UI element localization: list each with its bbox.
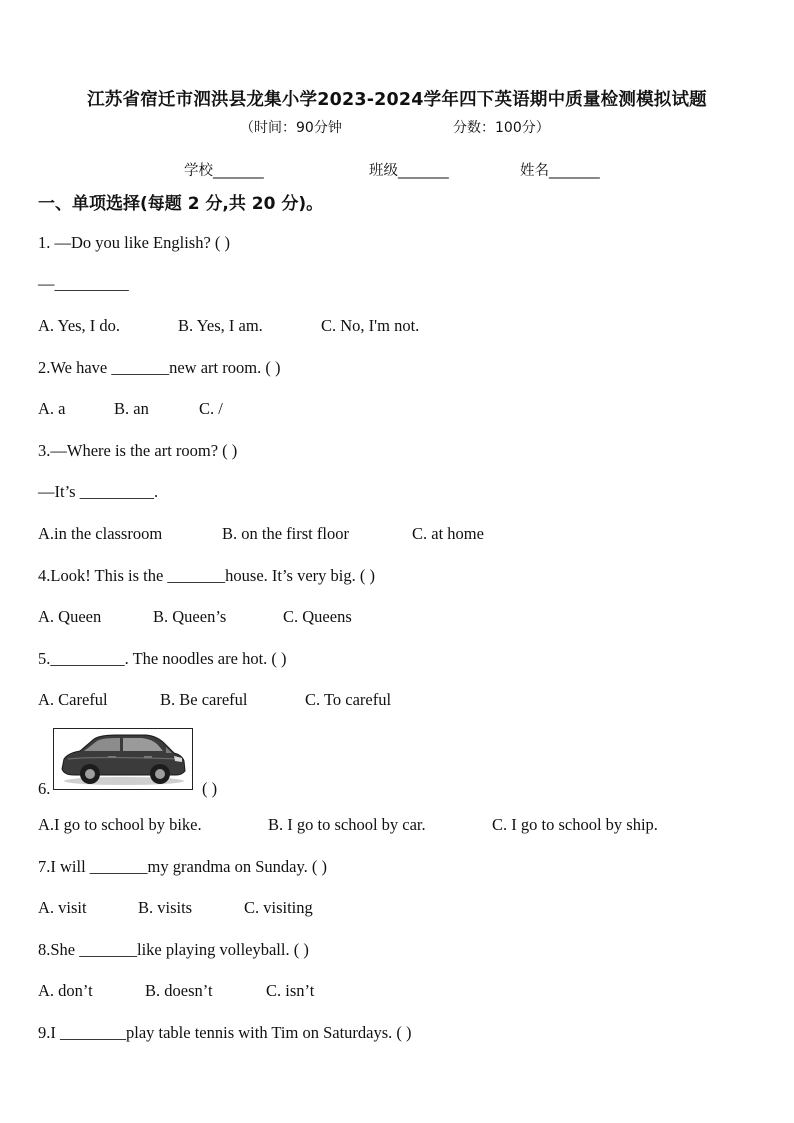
question-4-option-b: B. Queen’s xyxy=(153,607,227,626)
question-3-option-a: A.in the classroom xyxy=(38,524,163,543)
question-4-option-c: C. Queens xyxy=(283,607,352,626)
class-field-label: 班级_______ xyxy=(369,163,449,179)
question-6-number: 6. xyxy=(38,779,51,798)
question-9-stem: 9.I ________play table tennis with Tim on Saturdays. ( ) xyxy=(38,1023,412,1042)
question-6-option-c: C. I go to school by ship. xyxy=(492,815,658,834)
question-8-option-a: A. don’t xyxy=(38,981,93,1000)
question-1-option-b: B. Yes, I am. xyxy=(178,316,263,335)
question-8-option-b: B. doesn’t xyxy=(145,981,213,1000)
question-5-option-b: B. Be careful xyxy=(160,690,248,709)
car-image xyxy=(53,728,193,790)
question-2-option-b: B. an xyxy=(114,399,149,418)
question-6-answer-bracket: ( ) xyxy=(202,779,218,798)
question-3-option-b: B. on the first floor xyxy=(222,524,349,543)
school-field-label: 学校_______ xyxy=(184,163,264,179)
time-info: （时间：90分钟 xyxy=(240,120,342,136)
question-8-stem: 8.She _______like playing volleyball. ( ) xyxy=(38,940,309,959)
question-1-answer-line: —_________ xyxy=(38,274,129,293)
question-6-option-a: A.I go to school by bike. xyxy=(38,815,202,834)
question-4-stem: 4.Look! This is the _______house. It’s very big. ( ) xyxy=(38,566,375,585)
question-3-answer-line: —It’s _________. xyxy=(38,482,159,501)
question-1-stem: 1. —Do you like English? ( ) xyxy=(38,233,231,252)
question-2-option-c: C. / xyxy=(199,399,223,418)
question-2-stem: 2.We have _______new art room. ( ) xyxy=(38,358,281,377)
question-5-stem: 5._________. The noodles are hot. ( ) xyxy=(38,649,287,668)
score-info: 分数：100分） xyxy=(453,120,550,136)
question-7-option-c: C. visiting xyxy=(244,898,313,917)
question-7-stem: 7.I will _______my grandma on Sunday. ( ) xyxy=(38,857,328,876)
question-7-option-a: A. visit xyxy=(38,898,87,917)
question-3-option-c: C. at home xyxy=(412,524,484,543)
name-field-label: 姓名_______ xyxy=(520,163,600,179)
exam-title: 江苏省宿迁市泗洪县龙集小学2023-2024学年四下英语期中质量检测模拟试题 xyxy=(87,90,707,110)
question-1-option-a: A. Yes, I do. xyxy=(38,316,121,335)
question-4-option-a: A. Queen xyxy=(38,607,102,626)
question-8-option-c: C. isn’t xyxy=(266,981,315,1000)
question-6-option-b: B. I go to school by car. xyxy=(268,815,426,834)
question-3-stem: 3.—Where is the art room? ( ) xyxy=(38,441,238,460)
car-icon xyxy=(54,729,191,788)
question-5-option-a: A. Careful xyxy=(38,690,108,709)
question-1-option-c: C. No, I'm not. xyxy=(321,316,420,335)
question-2-option-a: A. a xyxy=(38,399,66,418)
section-title: 一、单项选择(每题 2 分,共 20 分)。 xyxy=(38,194,324,214)
question-7-option-b: B. visits xyxy=(138,898,193,917)
question-5-option-c: C. To careful xyxy=(305,690,392,709)
